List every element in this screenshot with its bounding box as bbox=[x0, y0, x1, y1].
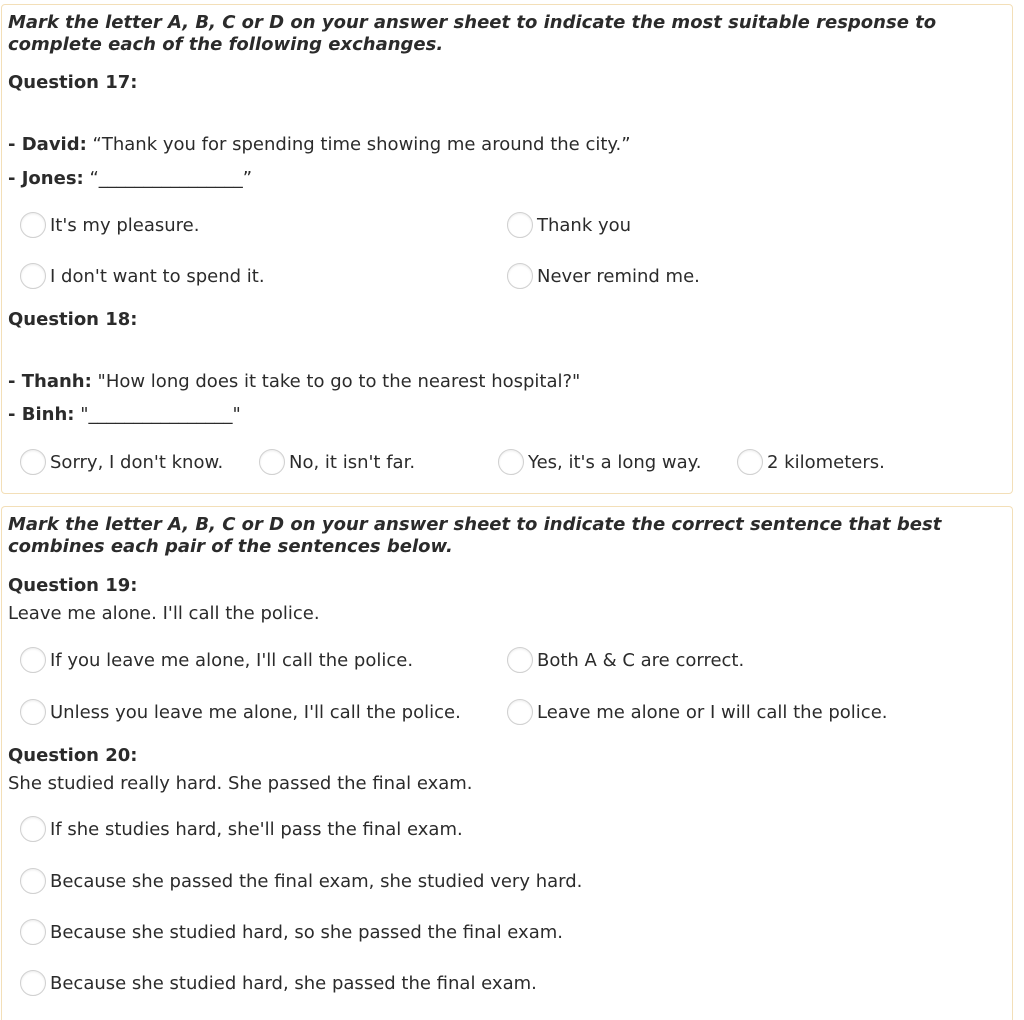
radio-button[interactable] bbox=[20, 699, 46, 725]
q17-option-a[interactable] bbox=[20, 212, 199, 238]
option-label: No, it isn't far. bbox=[289, 451, 416, 473]
option-label: I don't want to spend it. bbox=[50, 265, 265, 287]
binh-text: "________________" bbox=[74, 404, 241, 425]
q18-option-a[interactable] bbox=[20, 449, 223, 475]
radio-button[interactable] bbox=[20, 449, 46, 475]
radio-button[interactable] bbox=[20, 919, 46, 945]
jones-text: “________________” bbox=[83, 168, 253, 189]
q19-option-a[interactable] bbox=[20, 647, 413, 673]
radio-button[interactable] bbox=[498, 449, 524, 475]
option-label: Sorry, I don't know. bbox=[50, 451, 224, 473]
speaker-binh: - Binh: bbox=[8, 404, 75, 425]
q19-option-d[interactable] bbox=[507, 699, 888, 725]
option-label: Because she studied hard, she passed the final exam. bbox=[50, 972, 537, 994]
q19-prompt: Leave me alone. I'll call the police. bbox=[8, 603, 320, 624]
option-label: 2 kilometers. bbox=[767, 451, 885, 473]
q20-option-c[interactable] bbox=[20, 919, 563, 945]
q17-line-jones bbox=[8, 168, 252, 189]
radio-button[interactable] bbox=[20, 816, 46, 842]
radio-button[interactable] bbox=[507, 647, 533, 673]
option-label: If you leave me alone, I'll call the police. bbox=[50, 649, 414, 671]
q20-option-d[interactable] bbox=[20, 970, 537, 996]
option-label: Because she passed the final exam, she studied very hard. bbox=[50, 870, 583, 892]
option-label: Unless you leave me alone, I'll call the police. bbox=[50, 701, 461, 723]
question-18-title: Question 18: bbox=[8, 309, 138, 330]
option-label: Never remind me. bbox=[537, 265, 700, 287]
thanh-text: "How long does it take to go to the nearest hospital?" bbox=[91, 371, 581, 392]
q18-line-thanh bbox=[8, 371, 580, 392]
option-label: It's my pleasure. bbox=[50, 214, 200, 236]
q19-option-b[interactable] bbox=[507, 647, 744, 673]
radio-button[interactable] bbox=[507, 699, 533, 725]
speaker-thanh: - Thanh: bbox=[8, 371, 92, 392]
radio-button[interactable] bbox=[20, 868, 46, 894]
q17-option-c[interactable] bbox=[20, 263, 265, 289]
section1-instruction: Mark the letter A, B, C or D on your answer sheet to indicate the most suitable response to complete each of the following exchanges. bbox=[8, 12, 937, 55]
q19-option-c[interactable] bbox=[20, 699, 461, 725]
q17-option-d[interactable] bbox=[507, 263, 700, 289]
section2-instruction: Mark the letter A, B, C or D on your answer sheet to indicate the correct sentence that best combines each pair of the sentences below. bbox=[8, 514, 942, 557]
option-label: Because she studied hard, so she passed the final exam. bbox=[50, 921, 563, 943]
option-label: Leave me alone or I will call the police. bbox=[537, 701, 888, 723]
q18-option-c[interactable] bbox=[498, 449, 702, 475]
question-19-title: Question 19: bbox=[8, 575, 138, 596]
radio-button[interactable] bbox=[737, 449, 763, 475]
question-20-title: Question 20: bbox=[8, 745, 138, 766]
q18-option-b[interactable] bbox=[259, 449, 415, 475]
q20-option-b[interactable] bbox=[20, 868, 582, 894]
q20-prompt: She studied really hard. She passed the final exam. bbox=[8, 773, 473, 794]
radio-button[interactable] bbox=[20, 263, 46, 289]
radio-button[interactable] bbox=[507, 263, 533, 289]
speaker-jones: - Jones: bbox=[8, 168, 84, 189]
radio-button[interactable] bbox=[507, 212, 533, 238]
q20-option-a[interactable] bbox=[20, 816, 463, 842]
q18-option-d[interactable] bbox=[737, 449, 885, 475]
radio-button[interactable] bbox=[259, 449, 285, 475]
david-text: “Thank you for spending time showing me around the city.” bbox=[86, 134, 631, 155]
radio-button[interactable] bbox=[20, 212, 46, 238]
option-label: Yes, it's a long way. bbox=[528, 451, 702, 473]
option-label: Thank you bbox=[537, 214, 632, 236]
speaker-david: - David: bbox=[8, 134, 87, 155]
option-label: If she studies hard, she'll pass the final exam. bbox=[50, 818, 463, 840]
radio-button[interactable] bbox=[20, 970, 46, 996]
q17-line-david bbox=[8, 134, 631, 155]
q17-option-b[interactable] bbox=[507, 212, 631, 238]
q18-line-binh bbox=[8, 404, 241, 425]
radio-button[interactable] bbox=[20, 647, 46, 673]
question-17-title: Question 17: bbox=[8, 72, 138, 93]
option-label: Both A & C are correct. bbox=[537, 649, 745, 671]
